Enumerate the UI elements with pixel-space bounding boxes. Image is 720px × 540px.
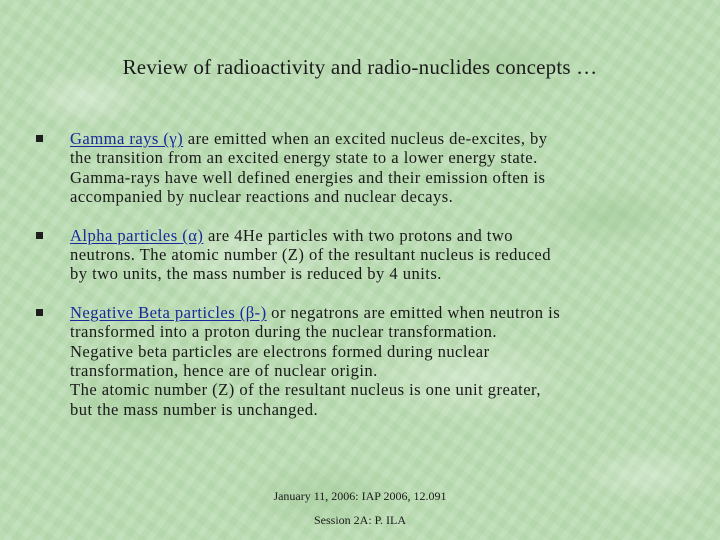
bullet-list (36, 129, 686, 419)
footer-date-course: January 11, 2006: IAP 2006, 12.091 (273, 489, 447, 503)
square-bullet-icon (36, 232, 43, 239)
bullet-line: Gamma-rays have well defined energies and their emission often is (70, 167, 546, 187)
bullet-line (70, 129, 686, 148)
footer-session: Session 2A: P. ILA (313, 513, 406, 527)
bullet-line (70, 226, 686, 245)
square-bullet-icon (36, 135, 43, 142)
bullet-line: accompanied by nuclear reactions and nuclear decays. (70, 187, 454, 207)
bullet-line: the transition from an excited energy state to a lower energy state. (70, 148, 538, 168)
bullet-line: by two units, the mass number is reduced by 4 units. (70, 264, 442, 284)
term-link-gamma-rays[interactable]: Gamma rays (γ) (70, 129, 184, 148)
bullet-line: The atomic number (Z) of the resultant nucleus is one unit greater, (70, 380, 541, 400)
slide-title: Review of radioactivity and radio-nuclides concepts … (122, 55, 598, 79)
bullet-line: but the mass number is unchanged. (70, 399, 319, 419)
bullet-line: transformation, hence are of nuclear origin. (70, 361, 378, 381)
bullet-negative-beta-particles (36, 303, 686, 419)
bullet-line: neutrons. The atomic number (Z) of the resultant nucleus is reduced (70, 245, 551, 265)
bullet-line: Negative beta particles are electrons formed during nuclear (70, 341, 490, 361)
bullet-text: are emitted when an excited nucleus de-excites, by (183, 129, 548, 148)
term-link-alpha-particles[interactable]: Alpha particles (α) (70, 225, 204, 245)
bullet-text: or negatrons are emitted when neutron is (266, 302, 561, 322)
bullet-line: transformed into a proton during the nuclear transformation. (70, 322, 497, 342)
bullet-alpha-particles (36, 226, 686, 284)
bullet-text: are 4He particles with two protons and two (203, 225, 514, 245)
square-bullet-icon (36, 309, 43, 316)
bullet-gamma-rays (36, 129, 686, 207)
bullet-line (70, 303, 686, 322)
term-link-negative-beta-particles[interactable]: Negative Beta particles (β-) (70, 302, 267, 322)
